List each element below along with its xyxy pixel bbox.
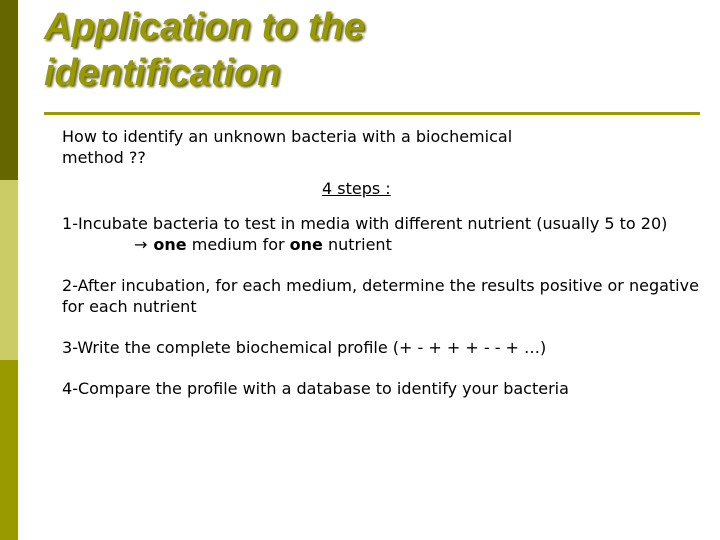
keyword-one: one — [289, 235, 323, 254]
step-1-note — [62, 234, 702, 255]
step-text: -Compare the profile with a database to identify your bacteria — [72, 379, 569, 398]
title-divider — [44, 112, 700, 115]
step-text: -Incubate bacteria to test in media with different nutrient (usually 5 to 20) — [72, 214, 668, 233]
step-number: 2 — [62, 276, 73, 295]
arrow-right-icon: → — [134, 235, 148, 254]
slide-title-line-1: Application to the — [44, 6, 365, 48]
step-3 — [62, 337, 702, 358]
sidebar-segment-olive — [0, 360, 18, 540]
steps-heading: 4 steps : — [322, 179, 391, 198]
slide-body — [62, 126, 702, 399]
sidebar-decoration — [0, 0, 18, 540]
keyword-one: one — [153, 235, 187, 254]
step-text: -Write the complete biochemical profile (+ - + + + - - + …) — [72, 338, 547, 357]
intro-question: How to identify an unknown bacteria with a biochemical method ?? — [62, 127, 513, 167]
note-end: nutrient — [328, 235, 392, 254]
step-number: 3 — [62, 338, 73, 357]
step-number: 1 — [62, 214, 73, 233]
note-middle: medium for — [191, 235, 285, 254]
sidebar-segment-dark — [0, 0, 18, 180]
step-number: 4 — [62, 379, 73, 398]
slide-title — [44, 4, 664, 96]
step-text: -After incubation, for each medium, determine the results positive or negative for each nutrient — [62, 276, 699, 316]
sidebar-segment-light — [0, 180, 18, 360]
slide-title-line-2: identification — [44, 52, 281, 94]
step-4 — [62, 378, 702, 399]
step-2 — [62, 275, 702, 317]
step-1 — [62, 213, 702, 255]
